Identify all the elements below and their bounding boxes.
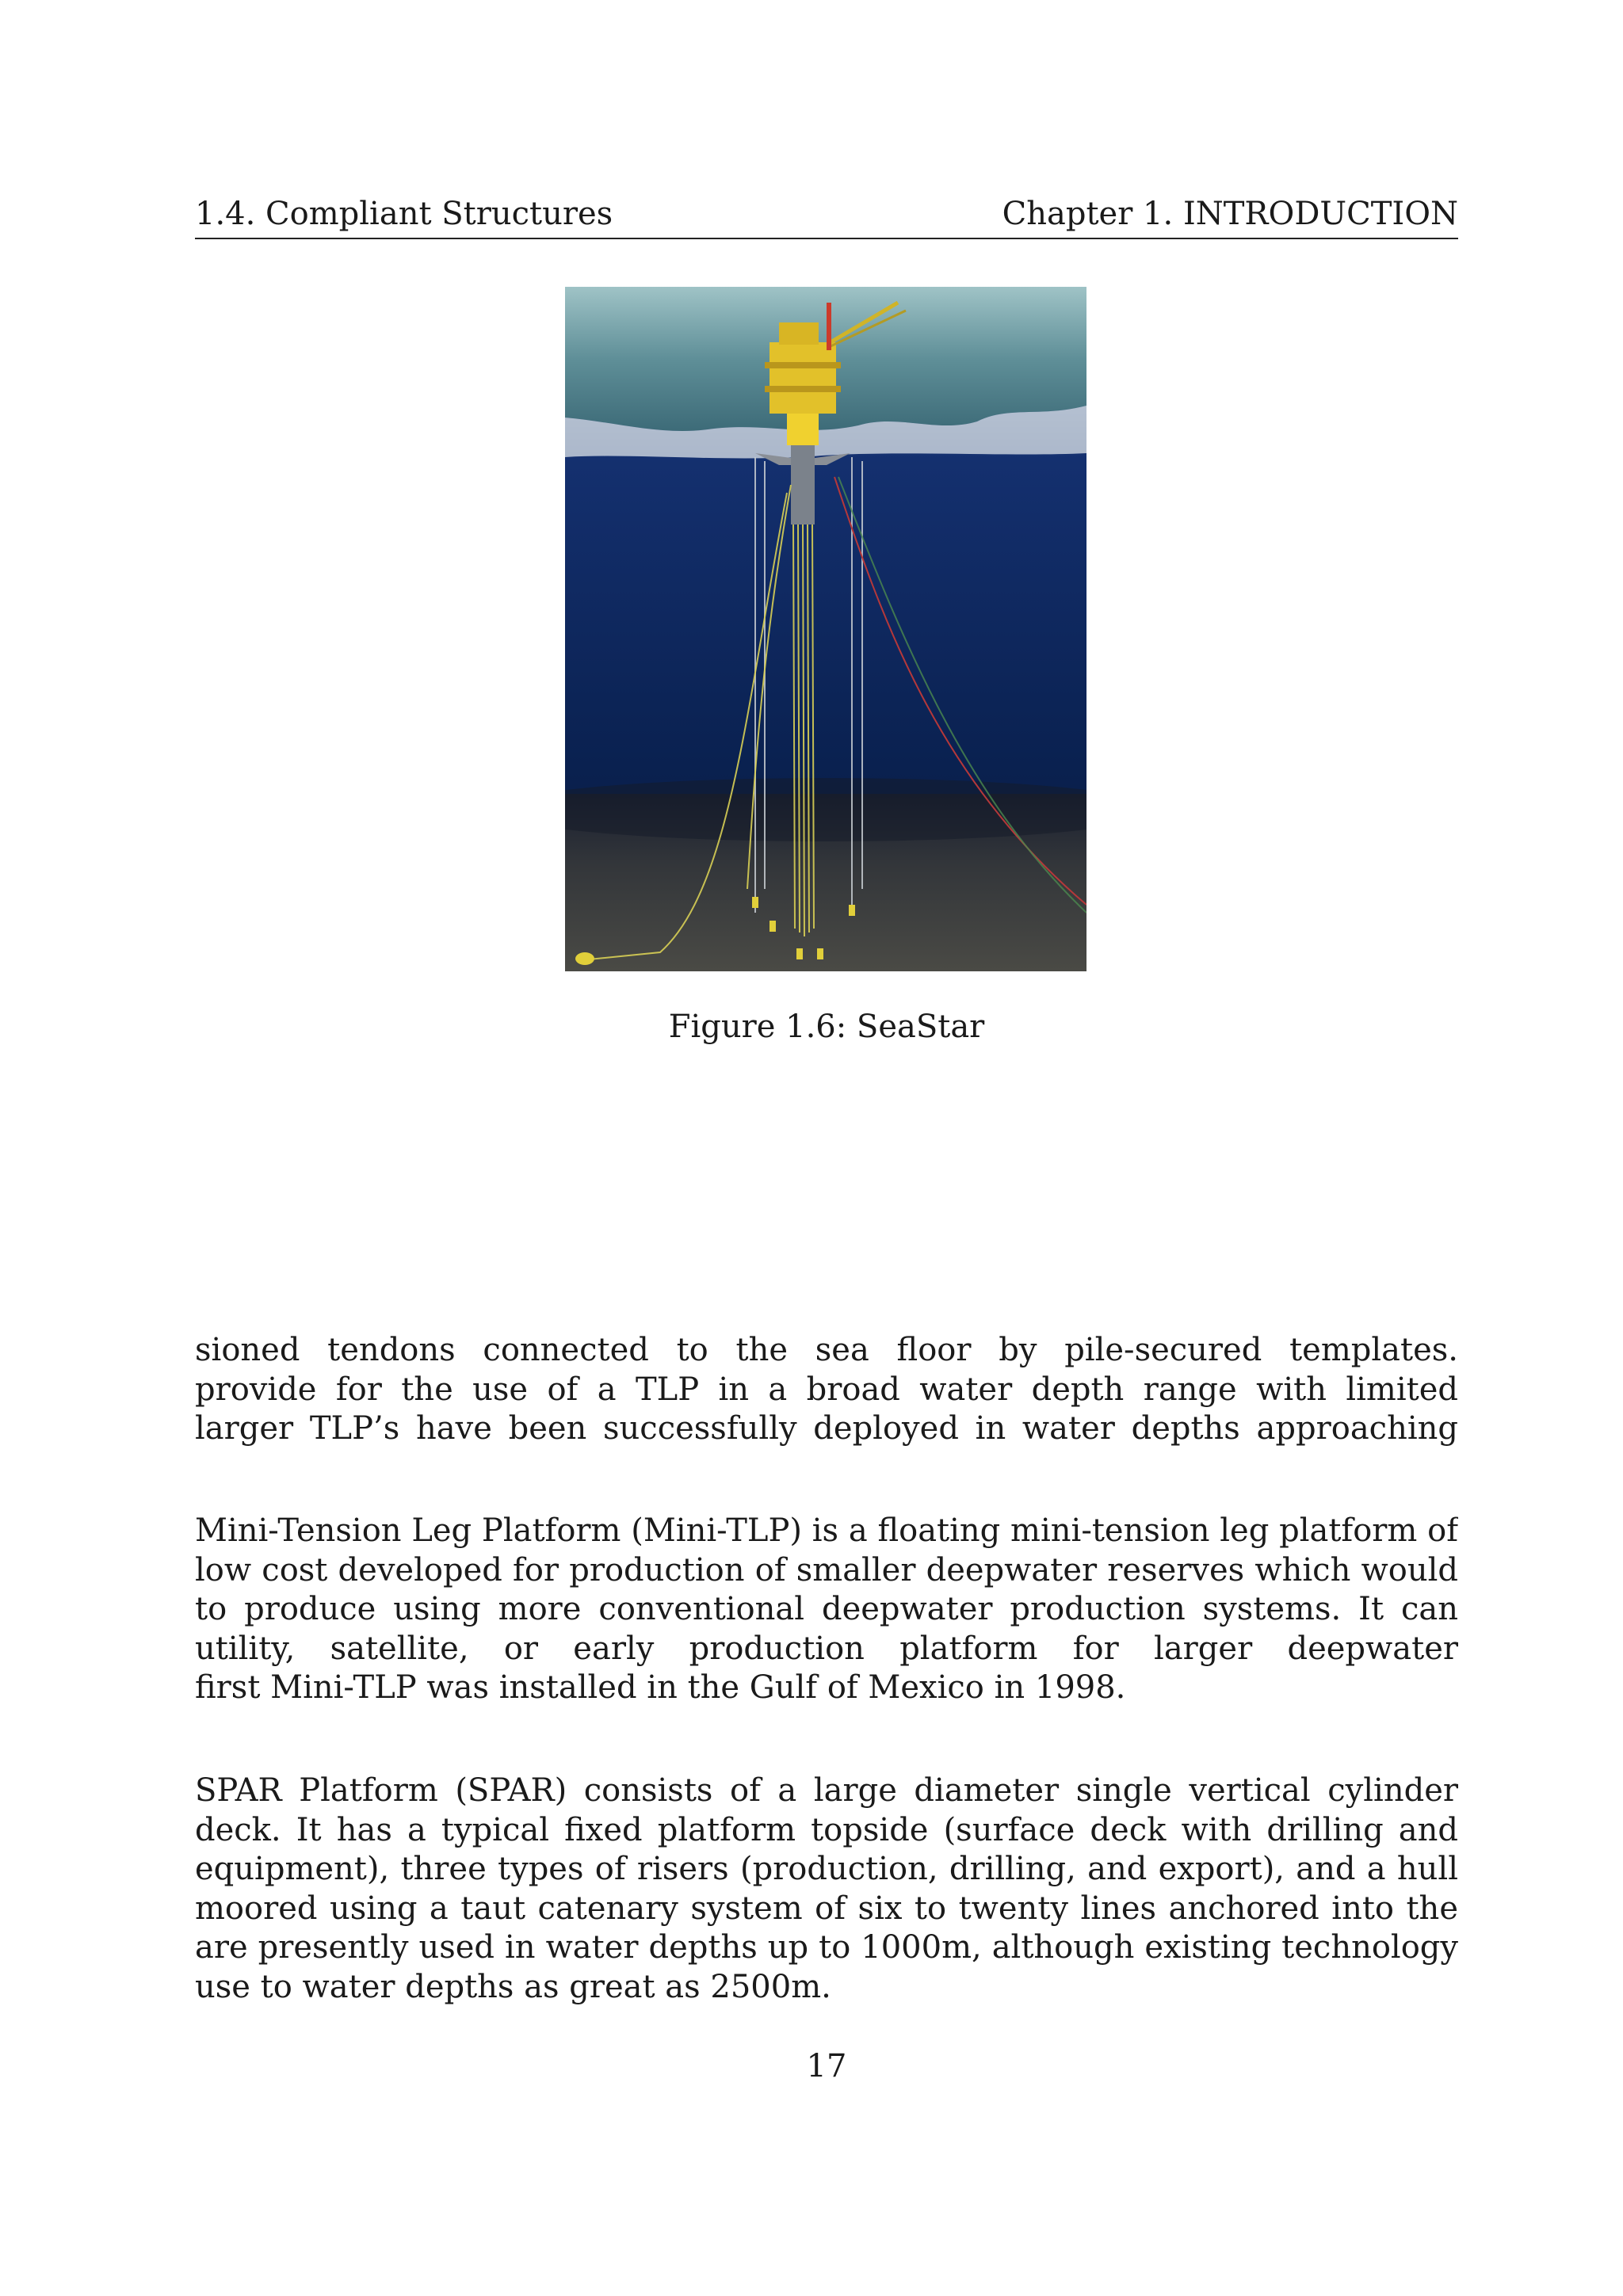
text-line: SPAR Platform (SPAR) consists of a large diameter single vertical cylinder [195,1772,1458,1809]
text-line: utility, satellite, or early production platform for larger deepwater [195,1630,1458,1667]
header-chapter: Chapter 1. INTRODUCTION [1002,196,1458,232]
seastar-illustration [565,287,1086,971]
text-line: are presently used in water depths up to 1000m, although existing technology [195,1929,1458,1966]
text-line: first Mini-TLP was installed in the Gulf of Mexico in 1998. [195,1669,1126,1706]
paragraph-mini-tlp [195,1512,1458,1708]
text-line: sioned tendons connected to the sea floor by pile-secured templates. [195,1332,1458,1368]
figure-caption: Figure 1.6: SeaStar [668,1009,985,1045]
text-line: provide for the use of a TLP in a broad water depth range with limited [195,1371,1458,1408]
text-line: low cost developed for production of smaller deepwater reserves which would [195,1551,1458,1589]
text-line: to produce using more conventional deepwater production systems. It can [195,1591,1458,1627]
header-section: 1.4. Compliant Structures [195,196,613,232]
text-line: use to water depths as great as 2500m. [195,1968,831,2005]
text-line: larger TLP’s have been successfully deployed in water depths approaching [195,1410,1458,1447]
text-line: deck. It has a typical fixed platform topside (surface deck with drilling and [195,1811,1458,1848]
page-number: 17 [806,2048,847,2084]
text-line: Mini-Tension Leg Platform (Mini-TLP) is a floating mini-tension leg platform of [195,1512,1458,1549]
paragraph-spar [195,1772,1458,2007]
text-line: moored using a taut catenary system of six to twenty lines anchored into the [195,1890,1458,1927]
running-header [195,190,1458,239]
text-line: equipment), three types of risers (production, drilling, and export), and a hull [195,1851,1458,1887]
paragraph-tlp [195,1331,1458,1449]
figure-seastar-image [565,287,1086,971]
